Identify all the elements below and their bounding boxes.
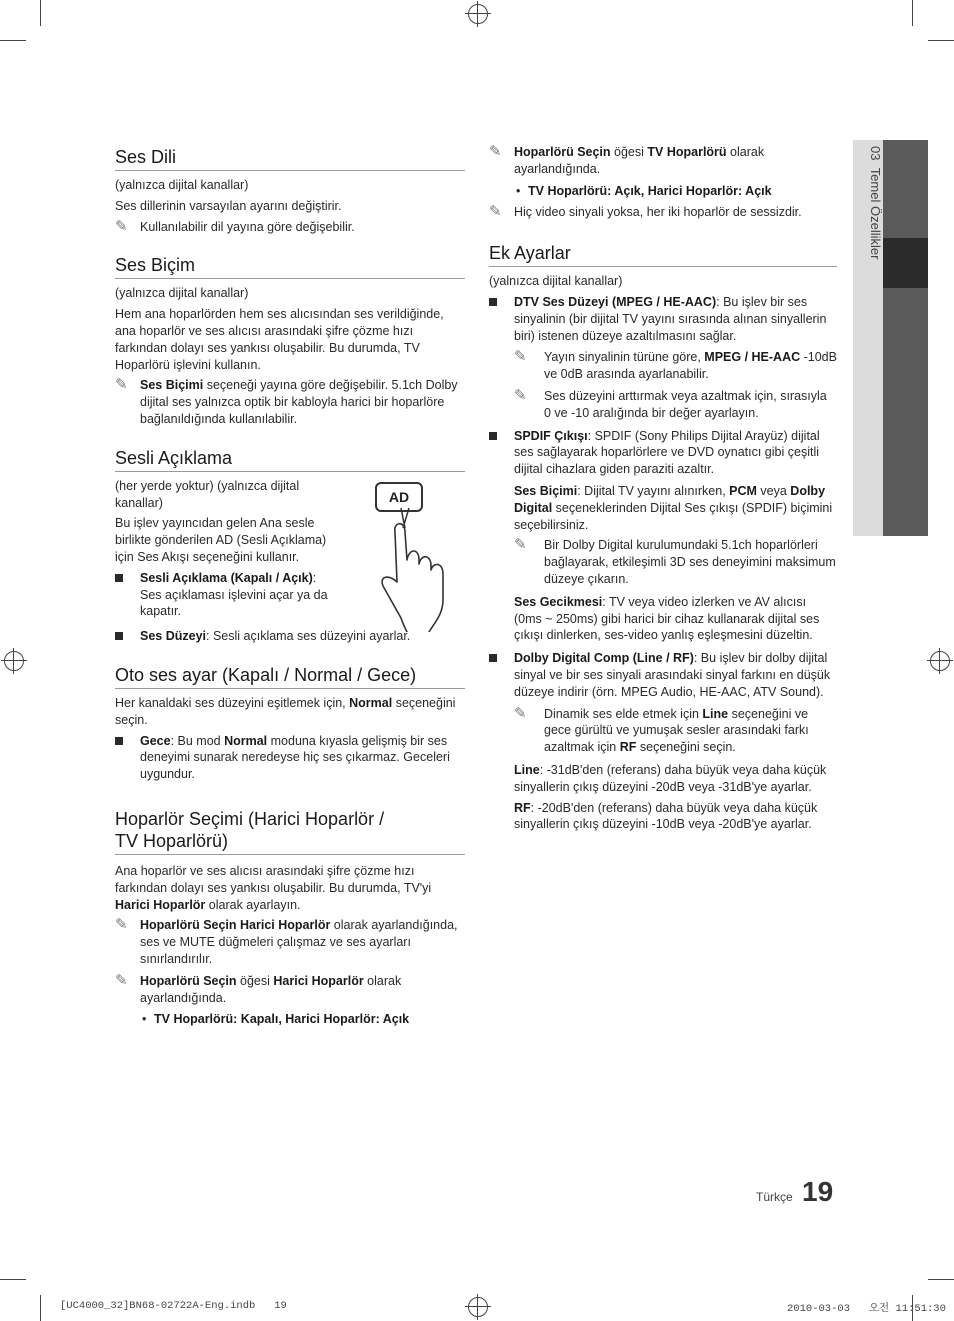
- section-title-hoparlor-secimi: Hoparlör Seçimi (Harici Hoparlör / TV Hoparlörü): [115, 808, 465, 855]
- note-pencil-icon: ✎: [514, 348, 527, 366]
- left-column: [115, 146, 465, 1033]
- note: ✎ Hoparlörü Seçin öğesi TV Hoparlörü olarak ayarlandığında.: [489, 143, 765, 176]
- footer-language: Türkçe: [756, 1190, 793, 1204]
- square-bullet-icon: [489, 654, 497, 662]
- note: ✎ Hoparlörü Seçin öğesi Harici Hoparlör olarak ayarlandığında.: [115, 971, 402, 1005]
- note-pencil-icon: ✎: [489, 203, 502, 221]
- square-bullet-icon: [489, 432, 497, 440]
- bullet-item: Gece: Bu mod Normal moduna kıyasla gelişmiş bir ses deneyimi sunarak neredeyse hiç ses çıkarmaz. Geceleri uygundur.: [115, 733, 465, 783]
- section-title-ek-ayarlar: Ek Ayarlar: [489, 242, 837, 267]
- right-column: [489, 144, 837, 837]
- square-bullet-icon: [115, 737, 123, 745]
- bullet-item: SPDIF Çıkışı: SPDIF (Sony Philips Dijital Arayüz) dijital ses sağlayarak hoparlörlere ve DVD oynatıcı gibi çeşitli dijital cihazlara giden paraziti azaltır.: [489, 428, 837, 478]
- chapter-sidebar-dark: [883, 140, 928, 536]
- scope-text: (her yerde yoktur) (yalnızca dijital kanallar): [115, 478, 300, 510]
- note: ✎ Bir Dolby Digital kurulumundaki 5.1ch hoparlörleri bağlayarak, etkileşimli 3D ses deneyimini maksimum düzeye çıkarın.: [514, 536, 836, 586]
- registration-mark-icon: [930, 651, 950, 671]
- square-bullet-icon: [489, 298, 497, 306]
- description: Ana hoparlör ve ses alıcısı arasındaki şifre çözme hızı farkından dolayı ses yankısı oluşabilir. Bu durumda, TV'yi Harici Hoparlör olarak ayarlayın.: [115, 863, 432, 912]
- dot-bullet-icon: •: [142, 1012, 147, 1027]
- note: ✎ Hoparlörü Seçin Harici Hoparlör olarak ayarlandığında, ses ve MUTE düğmeleri çalışmaz ve ses ayarları sınırlandırılır.: [115, 916, 458, 966]
- bullet-item: Sesli Açıklama (Kapalı / Açık): Ses açıklaması işlevini açar ya da kapatır.: [115, 570, 335, 620]
- dot-list-item: • TV Hoparlörü: Kapalı, Harici Hoparlör: Açık: [142, 1012, 410, 1027]
- crop-mark: [0, 1279, 26, 1280]
- sesli-aciklama-body: [115, 478, 465, 620]
- pointing-hand-icon: [365, 482, 465, 632]
- crop-mark: [928, 40, 954, 41]
- description: Ses dillerinin varsayılan ayarını değiştirir.: [115, 198, 342, 213]
- crop-mark: [40, 0, 41, 26]
- section-title-oto-ses-ayar: Oto ses ayar (Kapalı / Normal / Gece): [115, 664, 465, 689]
- square-bullet-icon: [115, 574, 123, 582]
- sub-option: Line: -31dB'den (referans) daha büyük veya daha küçük sinyallerin çıkış düzeyini -20dB veya -31dB'ye ayarlar.: [514, 762, 827, 794]
- note-pencil-icon: ✎: [115, 971, 128, 989]
- registration-mark-icon: [468, 1297, 488, 1317]
- note: ✎ Ses düzeyini arttırmak veya azaltmak için, sırasıyla 0 ve -10 aralığında bir değer ayarlayın.: [514, 386, 827, 420]
- chapter-sidebar-marker: [883, 238, 928, 288]
- note-pencil-icon: ✎: [115, 217, 128, 235]
- chapter-label: [868, 146, 883, 446]
- square-bullet-icon: [115, 632, 123, 640]
- ad-button-icon: AD: [375, 482, 423, 512]
- registration-mark-icon: [4, 651, 24, 671]
- sesli-text: [115, 478, 335, 620]
- crop-mark: [40, 1295, 41, 1321]
- note-pencil-icon: ✎: [115, 376, 128, 394]
- crop-mark: [0, 40, 26, 41]
- section-title-sesli-aciklama: Sesli Açıklama: [115, 447, 465, 472]
- note: ✎ Ses Biçimi seçeneği yayına göre değişebilir. 5.1ch Dolby dijital ses yalnızca optik bir kabloyla harici bir hoparlöre bağlanıldığında kullanılabilir.: [115, 376, 458, 426]
- dot-list-item: • TV Hoparlörü: Açık, Harici Hoparlör: Açık: [516, 183, 772, 198]
- page-number: 19: [802, 1176, 834, 1207]
- date-info: 2010-03-03 오전 11:51:30: [787, 1303, 946, 1315]
- registration-mark-icon: [468, 4, 488, 24]
- bullet-item: Ses Düzeyi: Sesli açıklama ses düzeyini ayarlar.: [115, 628, 465, 645]
- description: Bu işlev yayıncıdan gelen Ana sesle birlikte gönderilen AD (Sesli Açıklama) için Ses Akışı seçeneğini kullanır.: [115, 516, 327, 564]
- section-title-ses-dili: Ses Dili: [115, 146, 465, 171]
- chapter-title: Temel Özellikler: [868, 167, 883, 260]
- sub-option: Ses Gecikmesi: TV veya video izlerken ve AV alıcısı (0ms ~ 250ms) gibi harici bir cihaz kullanarak dijital ses çıkışı dinlerken, ses-video yanlış eşleşmesini düzeltin.: [514, 594, 820, 643]
- note-pencil-icon: ✎: [489, 143, 502, 160]
- note: ✎ Dinamik ses elde etmek için Line seçeneğini ve gece gürültü ve yumuşak sesler arasındaki farkı azaltmak için RF seçeneğini seçin.: [514, 704, 809, 755]
- section-title-ses-bicim: Ses Biçim: [115, 254, 465, 279]
- file-info: [UC4000_32]BN68-02722A-Eng.indb 19: [60, 1300, 287, 1312]
- sub-option: Ses Biçimi: Dijital TV yayını alınırken, PCM veya Dolby Digital seçeneklerinden Dijital Ses çıkışı (SPDIF) biçimini seçebilirsiniz.: [514, 483, 833, 532]
- scope-text: (yalnızca dijital kanallar): [489, 274, 623, 289]
- note-pencil-icon: ✎: [514, 704, 527, 722]
- description: Her kanaldaki ses düzeyini eşitlemek için, Normal seçeneğini seçin.: [115, 695, 456, 727]
- dot-bullet-icon: •: [516, 183, 521, 198]
- chapter-number: 03: [868, 146, 883, 161]
- description: Hem ana hoparlörden hem ses alıcısından ses verildiğinde, ana hoparlör ve ses alıcısı arasındaki şifre çözme hızı farkından dolayı ses yankısı oluşabilir. Bu durumda, TV Hoparlörü işlevini kullanın.: [115, 307, 444, 372]
- crop-mark: [928, 1279, 954, 1280]
- scope-text: (yalnızca dijital kanallar): [115, 286, 249, 301]
- crop-mark: [912, 0, 913, 26]
- note-pencil-icon: ✎: [514, 536, 527, 554]
- note-pencil-icon: ✎: [514, 386, 527, 404]
- bullet-item: DTV Ses Düzeyi (MPEG / HE-AAC): Bu işlev bir ses sinyalinin (bir dijital TV yayını sırasında alınan sinyallerin biri) istenen düzeye azaltılmasını sağlar.: [489, 294, 837, 344]
- sub-option: RF: -20dB'den (referans) daha büyük veya daha küçük sinyallerin çıkış düzeyini -10dB veya -20dB'ye ayarlar.: [514, 800, 818, 832]
- ad-button-hand-illustration: [365, 482, 465, 632]
- note: ✎ Kullanılabilir dil yayına göre değişebilir.: [115, 217, 355, 235]
- note-pencil-icon: ✎: [115, 916, 128, 934]
- bullet-item: Dolby Digital Comp (Line / RF): Bu işlev bir dolby dijital sinyal ve bir ses sinyali arasındaki sinyal farkını en düşük düzeye indirir (örn. MPEG Audio, HE-AAC, ATV Sound).: [489, 650, 837, 700]
- note: ✎ Yayın sinyalinin türüne göre, MPEG / HE-AAC -10dB ve 0dB arasında ayarlanabilir.: [514, 348, 837, 382]
- note: ✎ Hiç video sinyali yoksa, her iki hoparlör de sessizdir.: [489, 203, 802, 221]
- scope-text: (yalnızca dijital kanallar): [115, 178, 249, 192]
